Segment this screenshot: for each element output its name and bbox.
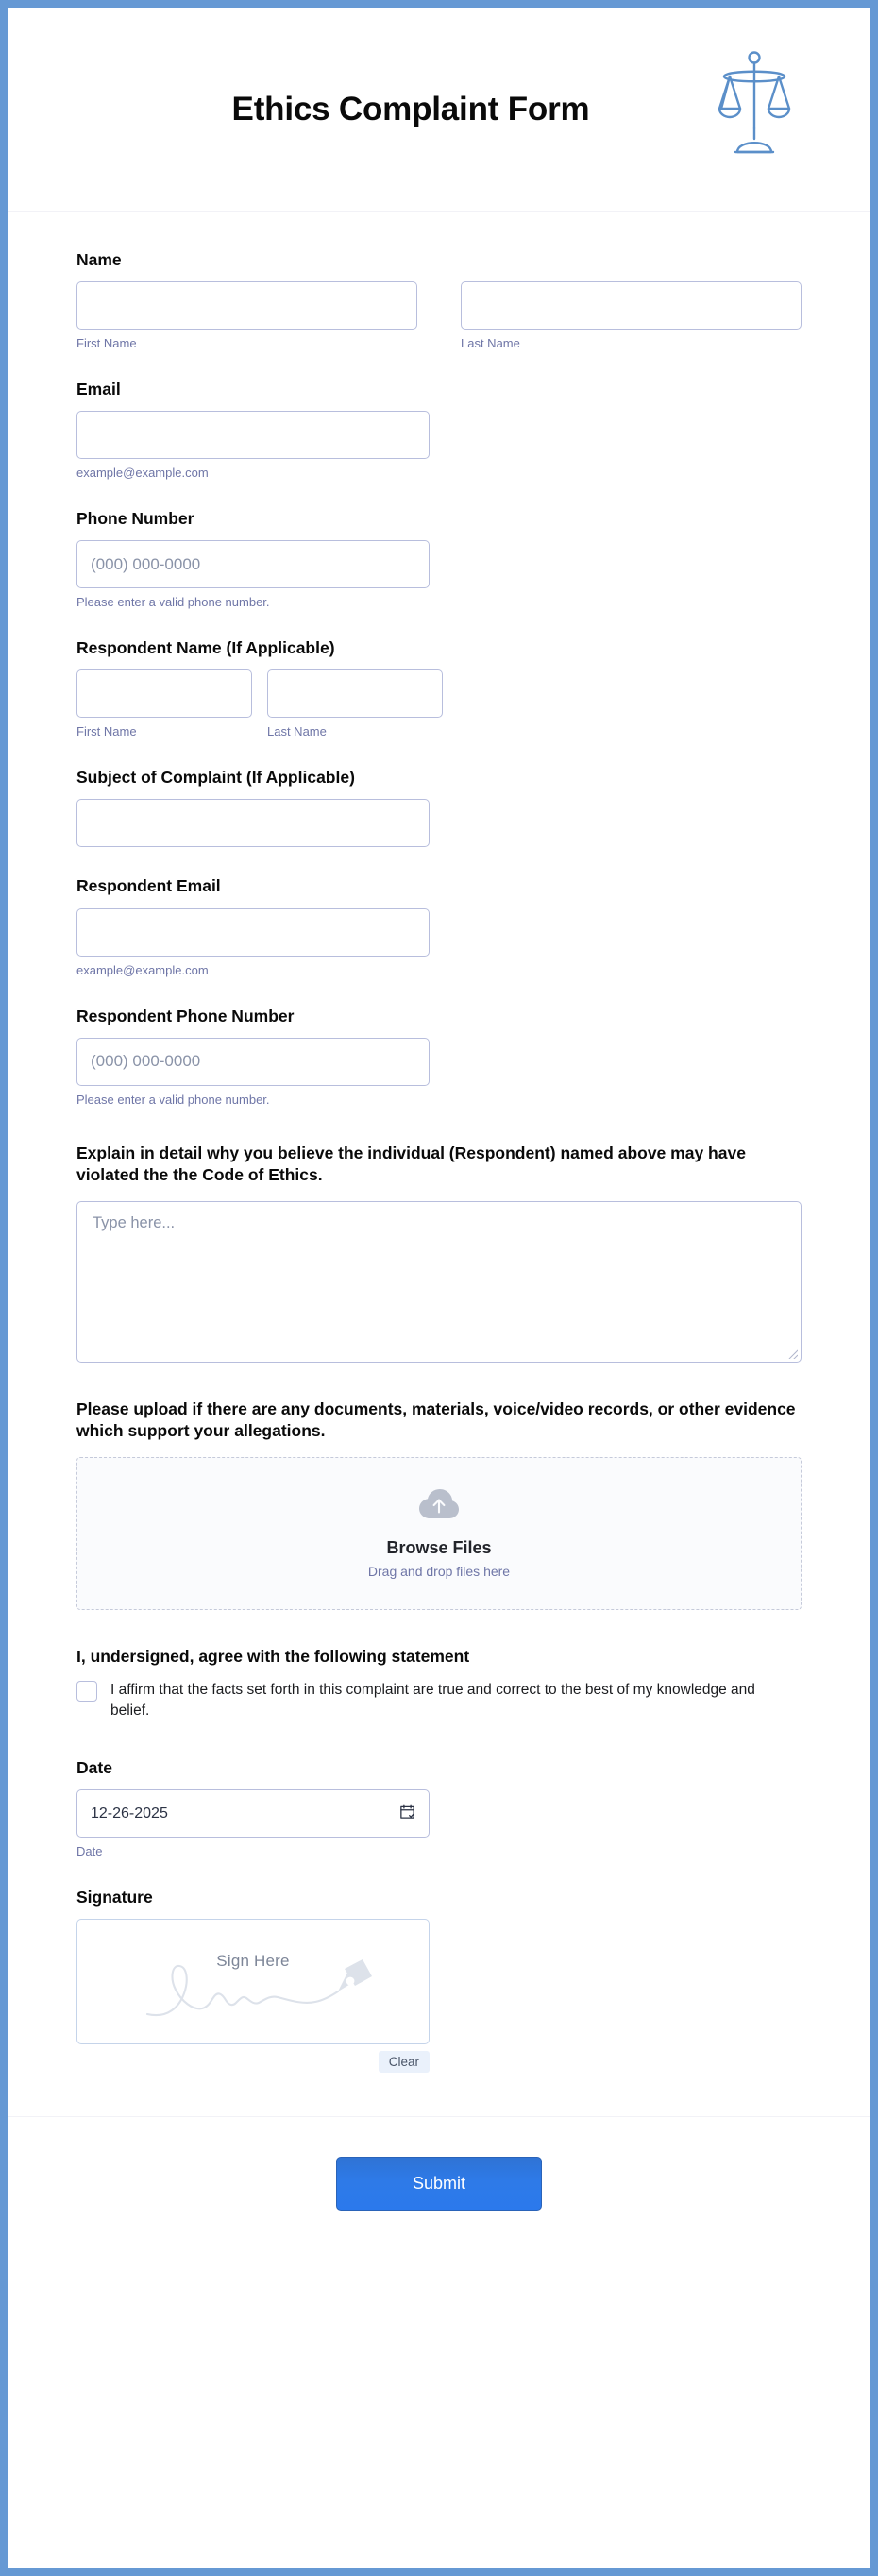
explanation-textarea[interactable] [76,1201,802,1363]
name-first-column [76,281,417,350]
field-respondent-email [76,875,802,976]
field-name [76,249,802,350]
respondent-last-column [267,669,443,738]
submit-button[interactable]: Submit [336,2157,542,2211]
field-label-affirmation: I, undersigned, agree with the following statement [76,1647,470,1667]
field-respondent-name [76,637,802,738]
field-affirmation [76,1646,802,1721]
respondent-last-name-input[interactable] [267,669,443,718]
respondent-email-input[interactable] [76,908,430,957]
phone-placeholder: (000) 000-0000 [91,554,201,573]
date-sublabel: Date [76,1844,103,1859]
subject-input[interactable] [76,799,430,847]
clear-signature-button[interactable]: Clear [379,2051,430,2073]
field-signature [76,1887,802,2073]
calendar-check-icon[interactable] [398,1803,416,1825]
scales-of-justice-icon [717,45,792,159]
explanation-placeholder: Type here... [93,1213,176,1231]
respondent-first-column [76,669,252,738]
respondent-last-name-sublabel: Last Name [267,724,327,739]
respondent-email-sublabel: example@example.com [76,962,209,977]
email-input[interactable] [76,411,430,459]
field-label-phone: Phone Number [76,509,194,529]
cloud-upload-icon [419,1489,459,1526]
page-title: Ethics Complaint Form [231,90,590,127]
field-respondent-phone [76,1006,802,1107]
respondent-first-name-sublabel: First Name [76,724,137,739]
file-dropzone[interactable] [76,1457,802,1610]
signature-scribble-icon [77,1940,429,2025]
respondent-first-name-input[interactable] [76,669,252,718]
field-subject [76,767,802,847]
field-upload [76,1398,802,1610]
first-name-input[interactable] [76,281,417,330]
field-phone [76,508,802,609]
last-name-input[interactable] [461,281,802,330]
respondent-phone-input[interactable] [76,1038,430,1086]
respondent-phone-placeholder: (000) 000-0000 [91,1052,201,1071]
field-email [76,379,802,480]
field-label-explanation: Explain in detail why you believe the individual (Respondent) named above may have violated the the Code of Ethics. [76,1143,746,1184]
field-label-respondent-email: Respondent Email [76,876,221,896]
date-input-wrapper [76,1789,430,1838]
field-label-signature: Signature [76,1888,153,1907]
field-label-date: Date [76,1758,112,1778]
field-label-subject: Subject of Complaint (If Applicable) [76,768,355,788]
affirmation-checkbox-row[interactable] [76,1680,802,1721]
form-header [8,8,870,212]
form-footer [8,2116,870,2267]
field-explanation [76,1143,802,1363]
field-label-upload: Please upload if there are any documents, materials, voice/video records, or other evidence which support your allegations. [76,1398,796,1440]
phone-input[interactable] [76,540,430,588]
email-sublabel: example@example.com [76,466,209,481]
drag-drop-label: Drag and drop files here [367,1563,511,1579]
field-label-respondent-phone: Respondent Phone Number [76,1006,295,1025]
phone-sublabel: Please enter a valid phone number. [76,595,270,610]
first-name-sublabel: First Name [76,336,137,351]
field-label-name: Name [76,250,122,269]
browse-files-label[interactable]: Browse Files [386,1537,492,1557]
date-input[interactable]: 12-26-2025 [76,1789,430,1838]
signature-placeholder: Sign Here [216,1952,290,1971]
form-card [8,8,870,2568]
resize-handle-icon[interactable] [786,1347,798,1359]
respondent-phone-sublabel: Please enter a valid phone number. [76,1092,270,1107]
name-last-column [461,281,802,350]
last-name-sublabel: Last Name [461,336,520,351]
form-body [8,212,870,2073]
affirmation-checkbox[interactable] [76,1681,97,1702]
signature-clear-row [76,2051,430,2073]
field-label-respondent-name: Respondent Name (If Applicable) [76,638,335,658]
signature-pad[interactable] [76,1919,430,2044]
field-label-email: Email [76,380,121,399]
affirmation-checkbox-label: I affirm that the facts set forth in this complaint are true and correct to the best of my knowledge and belief. [110,1682,755,1720]
field-date [76,1757,802,1858]
